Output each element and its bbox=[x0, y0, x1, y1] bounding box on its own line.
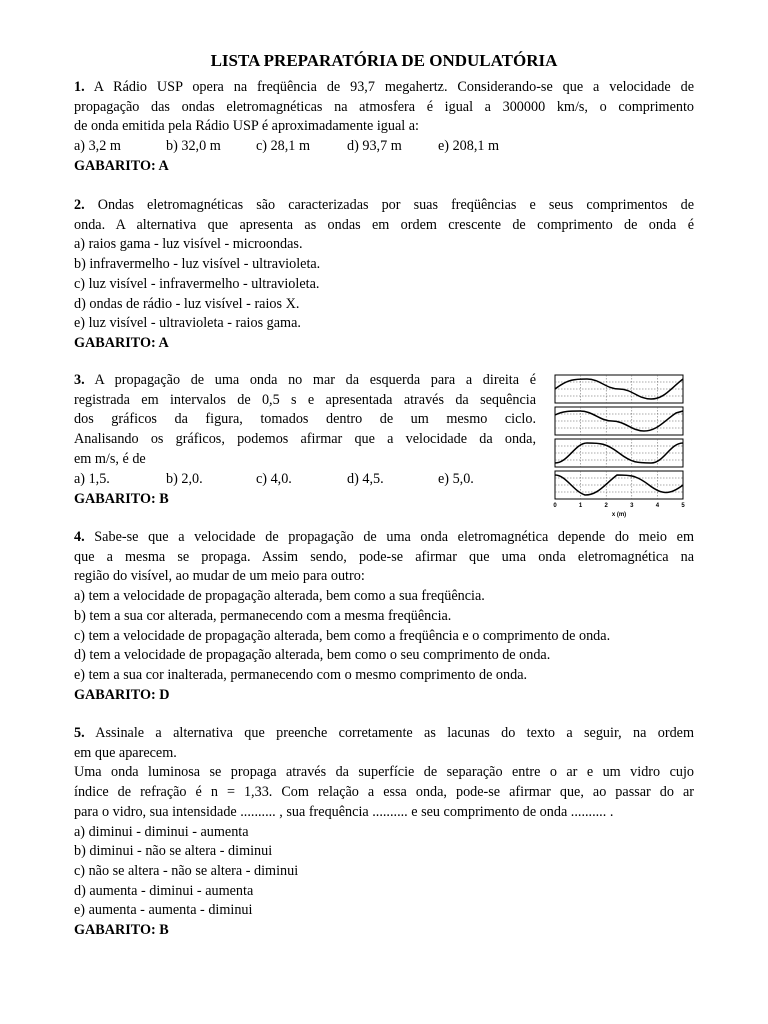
question-3 bbox=[74, 371, 536, 509]
question-1-options bbox=[74, 137, 694, 157]
question-5-number: 5. bbox=[74, 725, 85, 741]
question-2-line-1: 2. Ondas eletromagnéticas são caracterizadas por suas freqüências e seus comprimentos de bbox=[74, 197, 695, 213]
x-tick-0: 0 bbox=[553, 503, 557, 509]
question-3-line-2: registrada em intervalos de 0,5 s e apresentada através da sequência bbox=[74, 391, 536, 408]
option-d: d) 4,5. bbox=[347, 470, 384, 487]
question-1-line-1: 1. A Rádio USP opera na freqüência de 93,7 megahertz. Considerando-se que a velocidade de bbox=[74, 79, 694, 95]
page-title: LISTA PREPARATÓRIA DE ONDULATÓRIA bbox=[210, 51, 558, 70]
question-5-line-4: índice de refração é n = 1,33. Com relação a essa onda, pode-se afirmar que, ao passar do ar bbox=[74, 784, 694, 801]
option-e: e) luz visível - ultravioleta - raios gama. bbox=[74, 315, 301, 332]
question-4 bbox=[74, 528, 694, 705]
question-4-line-3: região do visível, ao mudar de um meio para outro: bbox=[74, 568, 365, 585]
option-e: e) aumenta - aumenta - diminui bbox=[74, 902, 253, 919]
question-2-line-2: onda. A alternativa que apresenta as ondas em ordem crescente de comprimento de onda é bbox=[74, 216, 694, 233]
option-a: a) tem a velocidade de propagação alterada, bem como a sua freqüência. bbox=[74, 588, 485, 605]
option-b: b) 32,0 m bbox=[166, 138, 221, 155]
question-4-line-1: 4. Sabe-se que a velocidade de propagação de uma onda eletromagnética depende do meio em bbox=[74, 529, 695, 545]
question-2-answer: GABARITO: A bbox=[74, 334, 169, 351]
option-a: a) 3,2 m bbox=[74, 138, 121, 155]
x-tick-4: 4 bbox=[655, 503, 660, 509]
option-c: c) tem a velocidade de propagação alterada, bem como a freqüência e o comprimento de onda. bbox=[74, 627, 611, 644]
wave-panel-2 bbox=[555, 407, 683, 435]
question-3-line-1: 3. A propagação de uma onda no mar da esquerda para a direita é bbox=[74, 372, 537, 388]
question-4-answer: GABARITO: D bbox=[74, 686, 170, 703]
option-d: d) tem a velocidade de propagação alterada, bem como o seu comprimento de onda. bbox=[74, 647, 551, 664]
option-a: a) 1,5. bbox=[74, 470, 110, 487]
question-3-line-3: dos gráficos da figura, tomados dentro de um mesmo ciclo. bbox=[74, 411, 536, 428]
question-5 bbox=[74, 724, 694, 941]
wave-panel-3 bbox=[555, 439, 683, 467]
option-b: b) 2,0. bbox=[166, 470, 203, 487]
question-1-line-3: de onda emitida pela Rádio USP é aproximadamente igual a: bbox=[74, 118, 419, 135]
question-5-line-2: em que aparecem. bbox=[74, 744, 177, 761]
question-3-line-5: em m/s, é de bbox=[74, 450, 146, 467]
option-c: c) 28,1 m bbox=[256, 138, 310, 155]
question-1-line-2: propagação das ondas eletromagnéticas na atmosfera é igual a 300000 km/s, o comprimento bbox=[74, 98, 694, 115]
option-e: e) 5,0. bbox=[438, 470, 474, 487]
option-a: a) diminui - diminui - aumenta bbox=[74, 823, 249, 840]
option-d: d) aumenta - diminui - aumenta bbox=[74, 882, 254, 899]
question-3-options bbox=[74, 470, 536, 490]
question-1 bbox=[74, 78, 694, 177]
option-e: e) tem a sua cor inalterada, permanecendo com o mesmo comprimento de onda. bbox=[74, 666, 528, 683]
wave-panel-1 bbox=[555, 375, 683, 403]
question-2-number: 2. bbox=[74, 197, 85, 213]
wave-panel-4 bbox=[555, 471, 683, 499]
question-2 bbox=[74, 196, 694, 354]
x-axis-ticks bbox=[553, 503, 685, 509]
question-4-line-2: que a mesma se propaga. Assim sendo, pode-se afirmar que uma onda eletromagnética na bbox=[74, 548, 694, 565]
x-tick-5: 5 bbox=[681, 503, 685, 509]
option-c: c) não se altera - não se altera - diminui bbox=[74, 862, 299, 879]
x-tick-1: 1 bbox=[578, 503, 583, 509]
question-5-line-3: Uma onda luminosa se propaga através da superfície de separação entre o ar e um vidro cujo bbox=[74, 764, 694, 781]
option-d: d) 93,7 m bbox=[347, 138, 402, 155]
question-4-number: 4. bbox=[74, 529, 85, 545]
option-d: d) ondas de rádio - luz visível - raios X. bbox=[74, 295, 300, 312]
question-1-answer: GABARITO: A bbox=[74, 158, 169, 175]
x-tick-2: 2 bbox=[604, 503, 608, 509]
question-3-line-4: Analisando os gráficos, podemos afirmar que a velocidade da onda, bbox=[74, 431, 536, 448]
option-e: e) 208,1 m bbox=[438, 138, 500, 155]
question-1-number: 1. bbox=[74, 79, 85, 95]
option-b: b) tem a sua cor alterada, permanecendo com a mesma freqüência. bbox=[74, 607, 452, 624]
option-b: b) infravermelho - luz visível - ultravioleta. bbox=[74, 256, 321, 273]
x-tick-3: 3 bbox=[630, 503, 634, 509]
option-a: a) raios gama - luz visível - microondas. bbox=[74, 236, 303, 253]
question-5-line-1: 5. Assinale a alternativa que preenche corretamente as lacunas do texto a seguir, na ordem bbox=[74, 725, 695, 741]
question-3-answer: GABARITO: B bbox=[74, 490, 169, 507]
option-b: b) diminui - não se altera - diminui bbox=[74, 843, 273, 860]
question-3-number: 3. bbox=[74, 372, 85, 388]
option-c: c) luz visível - infravermelho - ultravioleta. bbox=[74, 275, 320, 292]
wave-figure bbox=[548, 373, 696, 521]
x-axis-label: x (m) bbox=[611, 512, 627, 518]
option-c: c) 4,0. bbox=[256, 470, 292, 487]
question-5-answer: GABARITO: B bbox=[74, 922, 169, 939]
question-5-line-5: para o vidro, sua intensidade .......... , sua frequência .......... e seu comprimento de onda .......... . bbox=[74, 803, 614, 820]
